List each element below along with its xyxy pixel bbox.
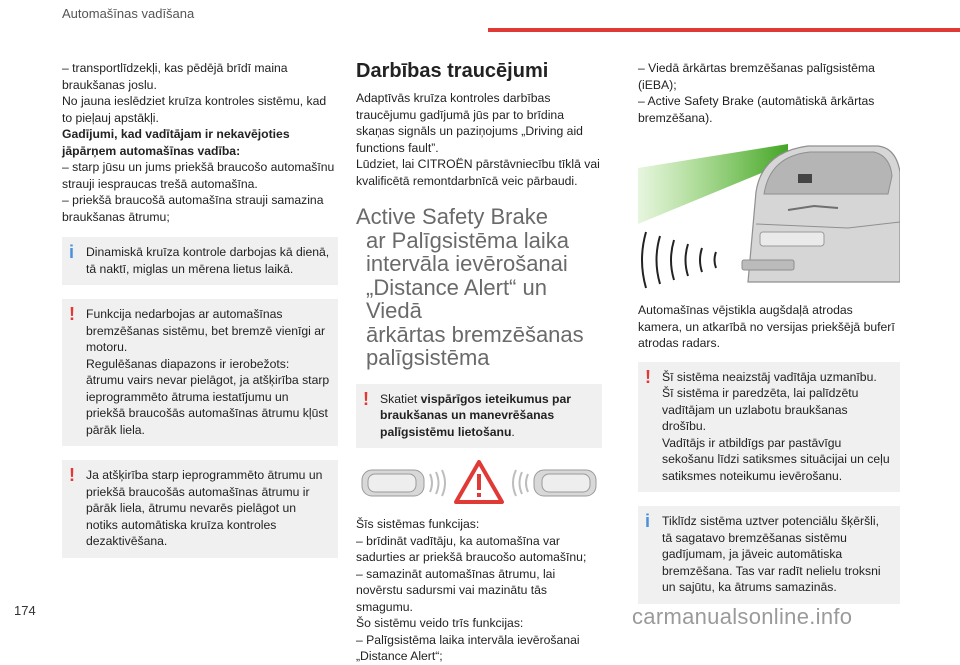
warning-icon: ! <box>645 366 651 387</box>
warning-text-end: . <box>511 424 515 439</box>
chapter-heading-line: intervāla ievērošanai <box>366 251 568 276</box>
paragraph: – brīdināt vadītāju, ka automašīna var sadurties ar priekšā braucošo automašīnu; <box>356 533 587 564</box>
warning-text: Šī sistēma neaizstāj vadītāja uzmanību. <box>662 369 877 384</box>
warning-box <box>356 384 602 449</box>
paragraph: Automašīnas vējstikla augšdaļā atrodas kamera, un atkarībā no versijas priekšējā buferī atrodas radars. <box>638 303 895 350</box>
paragraph: Lūdziet, lai CITROËN pārstāvniecību tīklā vai kvalificētā remontdarbnīcā veic pārbaudi. <box>356 157 600 188</box>
section-heading: Darbības traucējumi <box>356 60 549 82</box>
paragraph: – starp jūsu un jums priekšā braucošo automašīnu strauji iespraucas trešā automašīna. <box>62 160 335 191</box>
warning-text: Regulēšanas diapazons ir ierobežots: <box>86 356 290 371</box>
paragraph: – Viedā ārkārtas bremzēšanas palīgsistēma (iEBA); <box>638 61 875 92</box>
warning-text-lead: Skatiet <box>380 391 418 406</box>
van-camera-radar-illustration <box>638 132 900 292</box>
watermark: carmanualsonline.info <box>632 604 853 629</box>
info-icon: i <box>69 242 75 262</box>
running-header: Automašīnas vadīšana <box>62 6 195 21</box>
warning-text-bold: vispārīgos ieteikumus par braukšanas un manevrēšanas palīgsistēmu lietošanu <box>380 391 572 439</box>
warning-text: Ja atšķirība starp ieprogrammēto ātrumu un priekšā braucošās automašīnas ātrumu ir pārāk liela, ātrumu nevarēs pielāgot un notiks automātiska kruīza kontroles dezaktivēšana. <box>86 468 323 548</box>
warning-text: ātrumu vairs nevar pielāgot, ja atšķirība starp ieprogrammēto ātruma iestatījumu un priekšā braucošās automašīnas ātrumu kļūst pārāk liela. <box>86 373 330 437</box>
info-box <box>62 237 338 285</box>
paragraph: Šīs sistēmas funkcijas: <box>356 517 480 531</box>
chapter-heading-line: ārkārtas bremzēšanas <box>366 321 584 347</box>
warning-icon: ! <box>69 465 75 485</box>
header-accent-bar <box>488 28 960 32</box>
warning-text: Vadītājs ir atbildīgs par pastāvīgu sekošanu līdzi satiksmes situācijai un ceļu satiksmes noteikumu ievērošanu. <box>662 435 890 483</box>
chapter-heading <box>356 205 602 370</box>
info-icon: i <box>645 511 651 531</box>
warning-box <box>638 362 900 493</box>
chapter-heading-line: palīgsistēma <box>366 345 490 370</box>
warning-box <box>62 299 338 446</box>
paragraph: Adaptīvās kruīza kontroles darbības traucējumu gadījumā jūs par to brīdina skaņas signāls un paziņojums „Driving aid functions fault”. <box>356 91 583 155</box>
chapter-heading-line: Active Safety Brake <box>356 204 548 229</box>
chapter-heading-line: „Distance Alert“ un Viedā <box>366 274 547 323</box>
page-number: 174 <box>14 603 36 618</box>
paragraph: Šo sistēmu veido trīs funkcijas: <box>356 616 524 630</box>
warning-text: Funkcija nedarbojas ar automašīnas bremzēšanas sistēmu, bet bremzē vienīgi ar motoru. <box>86 307 326 354</box>
column-left <box>62 60 338 558</box>
warning-icon: ! <box>363 388 369 409</box>
bold-paragraph: Gadījumi, kad vadītājam ir nekavējoties jāpārņem automašīnas vadība: <box>62 127 290 158</box>
collision-warning-illustration <box>356 458 602 508</box>
paragraph: No jauna ieslēdziet kruīza kontroles sistēmu, kad to pieļauj apstākļi. <box>62 94 327 125</box>
info-box <box>638 506 900 604</box>
info-text: Tiklīdz sistēma uztver potenciālu šķēršli, tā sagatavo bremzēšanas sistēmu gadījumam, ja jāveic automātiska bremzēšana. Tas var radīt nelielu troksni un sajūtu, ka ātrums samazinās. <box>662 514 881 594</box>
paragraph: – Palīgsistēma laika intervāla ievērošanai „Distance Alert“; <box>356 632 580 663</box>
warning-text: Šī sistēma ir paredzēta, lai palīdzētu vadītājam un uzlabotu braukšanas drošību. <box>662 386 859 433</box>
column-right <box>638 60 900 604</box>
warning-text <box>380 391 594 441</box>
info-text: Dinamiskā kruīza kontrole darbojas kā dienā, tā naktī, miglas un mērena lietus laikā. <box>86 245 330 276</box>
warning-icon: ! <box>69 304 75 324</box>
paragraph: – transportlīdzekļi, kas pēdējā brīdī maina braukšanas joslu. <box>62 61 288 92</box>
paragraph: – samazināt automašīnas ātrumu, lai novērstu sadursmi vai mazinātu tās smagumu. <box>356 566 556 614</box>
paragraph: – Active Safety Brake (automātiskā ārkārtas bremzēšana). <box>638 94 875 125</box>
paragraph: – priekšā braucošā automašīna strauji samazina braukšanas ātrumu; <box>62 193 324 224</box>
chapter-heading-line: ar Palīgsistēma laika <box>366 227 569 253</box>
column-middle <box>356 60 602 665</box>
warning-box <box>62 460 338 558</box>
